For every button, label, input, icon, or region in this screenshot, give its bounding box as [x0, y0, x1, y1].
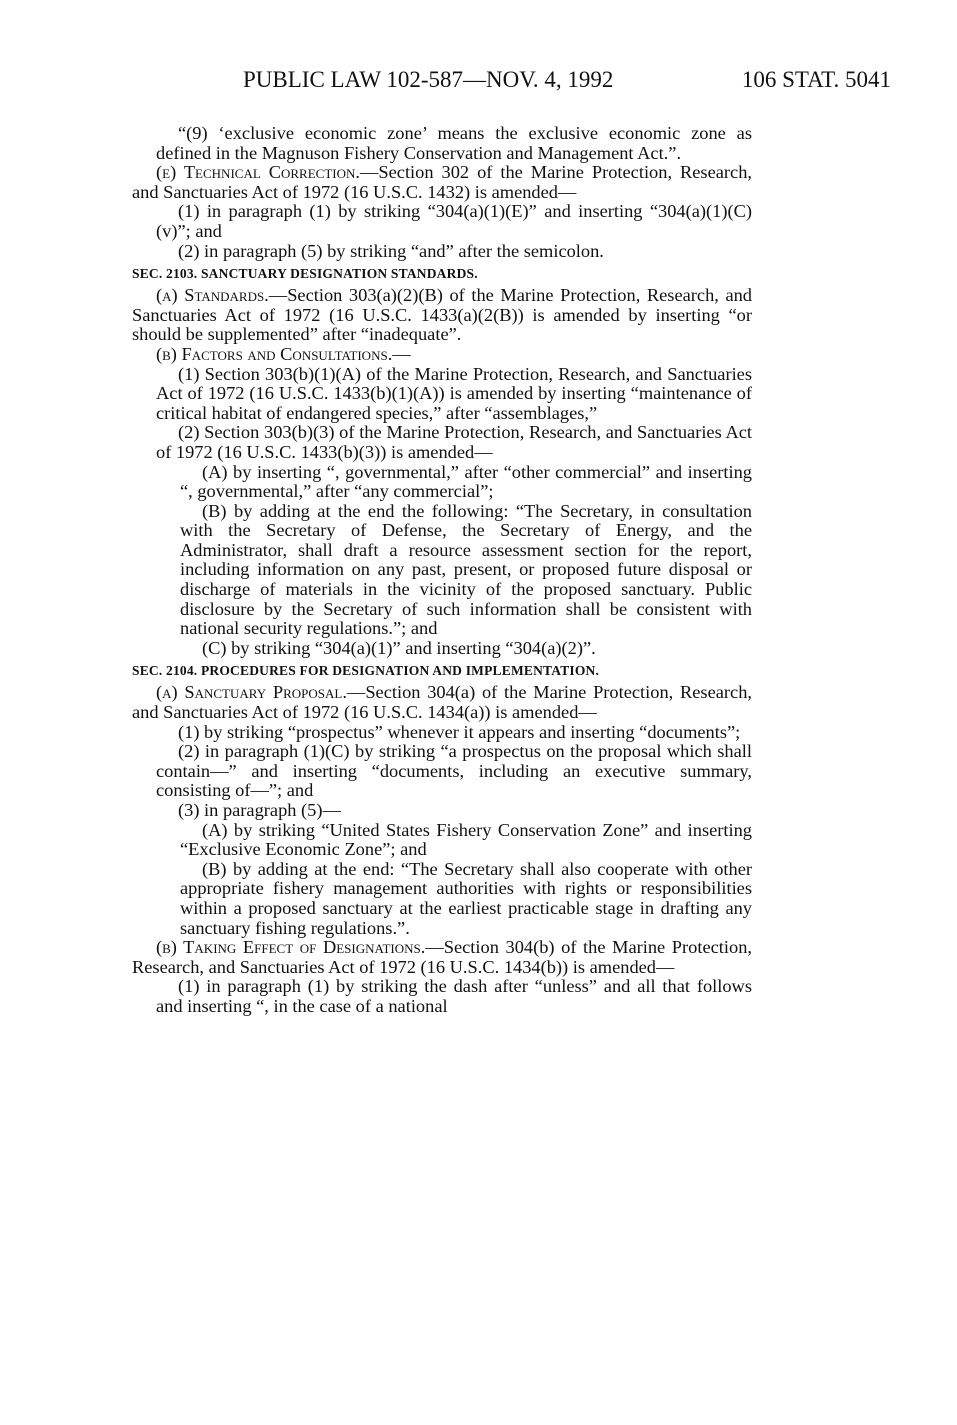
subsection-e-heading: (e) Technical Correction. — [156, 162, 360, 183]
sanctuary-proposal-paragraph-1: (1) by striking “prospectus” whenever it appears and inserting “documents”; — [178, 721, 741, 742]
subsection-b-factors — [132, 345, 752, 365]
subsection-a-standards — [132, 286, 752, 345]
running-header-stat-page: 106 STAT. 5041 — [741, 67, 891, 92]
subsection-b-paragraph-1: (1) Section 303(b)(1)(A) of the Marine Protection, Research, and Sanctuaries Act of 1972 (16 U.S.C. 1433(b)(1)(A)) is amended by inserting “maintenance of critical habitat of endangered species,” after “assemblages,” — [156, 363, 752, 423]
sanctuary-proposal-paragraph-3-A: (A) by striking “United States Fishery Conservation Zone” and inserting “Exclusive Economic Zone”; and — [180, 819, 752, 860]
subsection-e-paragraph-1: (1) in paragraph (1) by striking “304(a)(1)(E)” and inserting “304(a)(1)(C)(v)”; and — [156, 201, 752, 241]
subsection-e-text: —Section 302 of the Marine Protection, Research, and Sanctuaries Act of 1972 (16 U.S.C. 1432) is amended— — [132, 162, 752, 202]
subsection-b-paragraph-2-B: (B) by adding at the end the following: “The Secretary, in consultation with the Secretary of Defense, the Secretary of Energy, and the Administrator, shall draft a resource assessment section for the report, including information on any past, present, or proposed future disposal or discharge of materials in the vicinity of the proposed sanctuary. Public disclosure by the Secretary of such information shall be consistent with national security regulations.”; and — [180, 500, 752, 639]
sanctuary-proposal-text: —Section 304(a) of the Marine Protection, Research, and Sanctuaries Act of 1972 (16 U.S.C. 1434(a)) is amended— — [132, 682, 752, 723]
subsection-b-text: — — [392, 343, 411, 364]
subsection-a-text: —Section 303(a)(2)(B) of the Marine Protection, Research, and Sanctuaries Act of 1972 (16 U.S.C. 1433(a)(2(B)) is amended by inserting “or should be supplemented” after “inadequate”. — [132, 285, 752, 345]
subsection-sanctuary-proposal — [132, 683, 752, 722]
subsection-b-heading: (b) Factors and Consultations. — [156, 343, 393, 364]
sanctuary-proposal-paragraph-3: (3) in paragraph (5)— — [178, 800, 341, 820]
subsection-e — [132, 163, 752, 202]
taking-effect-heading: (b) Taking Effect of Designations. — [156, 937, 426, 958]
running-header-title: PUBLIC LAW 102-587—NOV. 4, 1992 — [243, 67, 614, 92]
section-2103-heading: SEC. 2103. SANCTUARY DESIGNATION STANDARDS. — [132, 266, 478, 282]
subsection-b-paragraph-2-C: (C) by striking “304(a)(1)” and inserting “304(a)(2)”. — [202, 637, 596, 658]
sanctuary-proposal-heading: (a) Sanctuary Proposal. — [156, 682, 347, 703]
sanctuary-proposal-paragraph-2: (2) in paragraph (1)(C) by striking “a prospectus on the proposal which shall contain—” and inserting “documents, including an executive summary, consisting of—”; and — [156, 741, 752, 801]
subsection-taking-effect — [132, 938, 752, 977]
subsection-a-heading: (a) Standards. — [156, 285, 269, 306]
section-2104-heading: SEC. 2104. PROCEDURES FOR DESIGNATION AND IMPLEMENTATION. — [132, 663, 600, 679]
subsection-b-paragraph-2-A: (A) by inserting “, governmental,” after “other commercial” and inserting “, governmental,” after “any commercial”; — [180, 461, 752, 502]
taking-effect-text: —Section 304(b) of the Marine Protection, Research, and Sanctuaries Act of 1972 (16 U.S.C. 1434(b)) is amended— — [132, 937, 752, 977]
taking-effect-paragraph-1: (1) in paragraph (1) by striking the dash after “unless” and all that follows and inserting “, in the case of a national — [156, 976, 752, 1016]
sanctuary-proposal-paragraph-3-B: (B) by adding at the end: “The Secretary shall also cooperate with other appropriate fishery management authorities with rights or responsibilities within a proposed sanctuary at the earliest practicable stage in drafting any sanctuary fishing regulations.”. — [180, 858, 752, 938]
subsection-b-paragraph-2: (2) Section 303(b)(3) of the Marine Protection, Research, and Sanctuaries Act of 1972 (16 U.S.C. 1433(b)(3)) is amended— — [156, 422, 752, 462]
definition-9: “(9) ‘exclusive economic zone’ means the exclusive economic zone as defined in the Magnuson Fishery Conservation and Management Act.”. — [156, 123, 752, 163]
subsection-e-paragraph-2: (2) in paragraph (5) by striking “and” after the semicolon. — [178, 240, 604, 261]
statute-body — [132, 124, 752, 1017]
